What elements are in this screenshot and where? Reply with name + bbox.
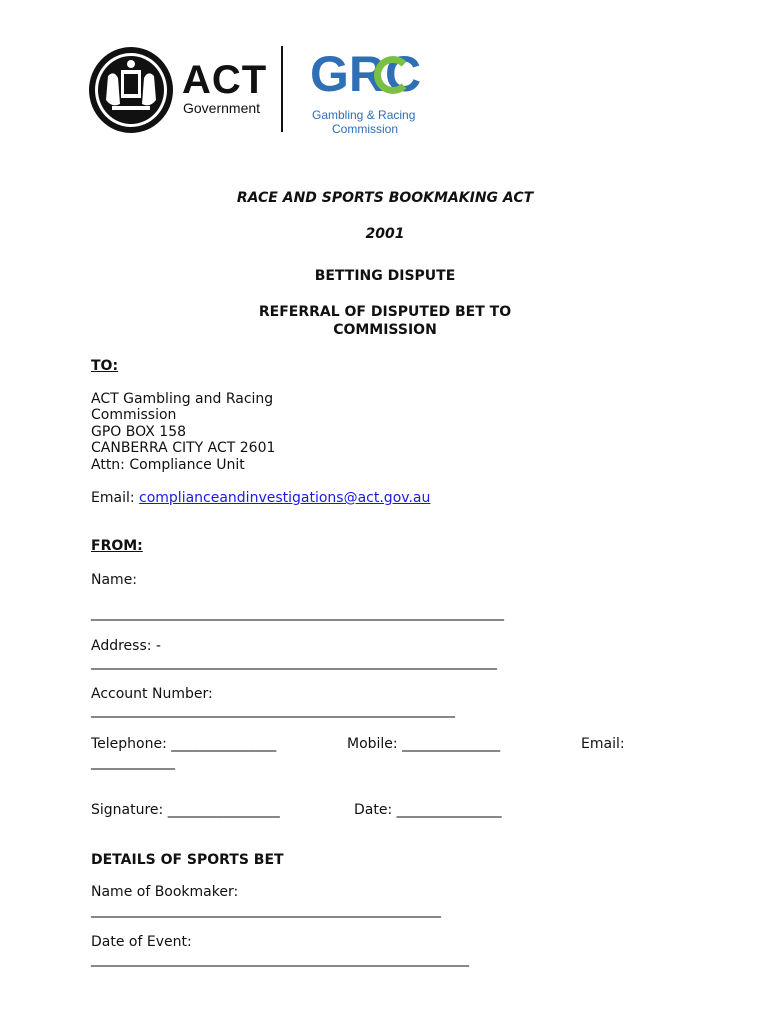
mobile-field[interactable]: Mobile: ______________ [347, 736, 501, 752]
to-email-label: Email: [91, 490, 135, 506]
act-logo-subtitle: Government [183, 100, 261, 116]
to-address-line: Attn: Compliance Unit [91, 457, 245, 473]
grc-logo-word: GRC [310, 46, 422, 102]
contact-email-field[interactable]: ____________ [91, 754, 175, 770]
account-number-field[interactable]: ____________________________________________________ [91, 702, 455, 718]
act-government-logo [88, 44, 268, 136]
logo-divider [281, 46, 283, 132]
event-date-label: Date of Event: [91, 934, 192, 950]
bookmaker-label: Name of Bookmaker: [91, 884, 239, 900]
bookmaker-field[interactable]: __________________________________________________ [91, 902, 441, 918]
title-act-name: RACE AND SPORTS BOOKMAKING ACT [236, 190, 534, 206]
to-heading: TO: [91, 358, 119, 374]
event-date-field[interactable]: ______________________________________________________ [91, 951, 469, 967]
title-betting-dispute: BETTING DISPUTE [314, 268, 456, 284]
date-field[interactable]: Date: _______________ [354, 802, 502, 818]
grc-logo [308, 48, 438, 138]
details-heading: DETAILS OF SPORTS BET [91, 852, 284, 868]
to-address-line: Commission [91, 407, 177, 423]
address-label: Address: - [91, 638, 161, 654]
account-number-label: Account Number: [91, 686, 213, 702]
from-heading: FROM: [91, 538, 143, 554]
act-logo-word: ACT [182, 58, 268, 102]
name-field[interactable]: ___________________________________________________________ [91, 605, 504, 621]
name-label: Name: [91, 572, 138, 588]
to-address-line: ACT Gambling and Racing [91, 391, 274, 407]
to-address-line: CANBERRA CITY ACT 2601 [91, 440, 276, 456]
contact-email-label: Email: [581, 736, 625, 752]
grc-logo-line1: Gambling & Racing [312, 108, 416, 122]
address-field[interactable]: __________________________________________________________ [91, 654, 497, 670]
title-act-year: 2001 [365, 226, 405, 242]
email-link[interactable]: complianceandinvestigations@act.gov.au [139, 490, 431, 506]
telephone-field[interactable]: Telephone: _______________ [91, 736, 277, 752]
to-email-row [91, 490, 430, 506]
to-address-line: GPO BOX 158 [91, 424, 187, 440]
grc-green-accent [374, 56, 412, 94]
grc-logo-line2: Commission [332, 122, 399, 136]
act-crest-icon [88, 46, 174, 134]
signature-field[interactable]: Signature: ________________ [91, 802, 280, 818]
title-referral-line1: REFERRAL OF DISPUTED BET TO [258, 304, 512, 320]
title-referral-line2: COMMISSION [333, 322, 437, 338]
